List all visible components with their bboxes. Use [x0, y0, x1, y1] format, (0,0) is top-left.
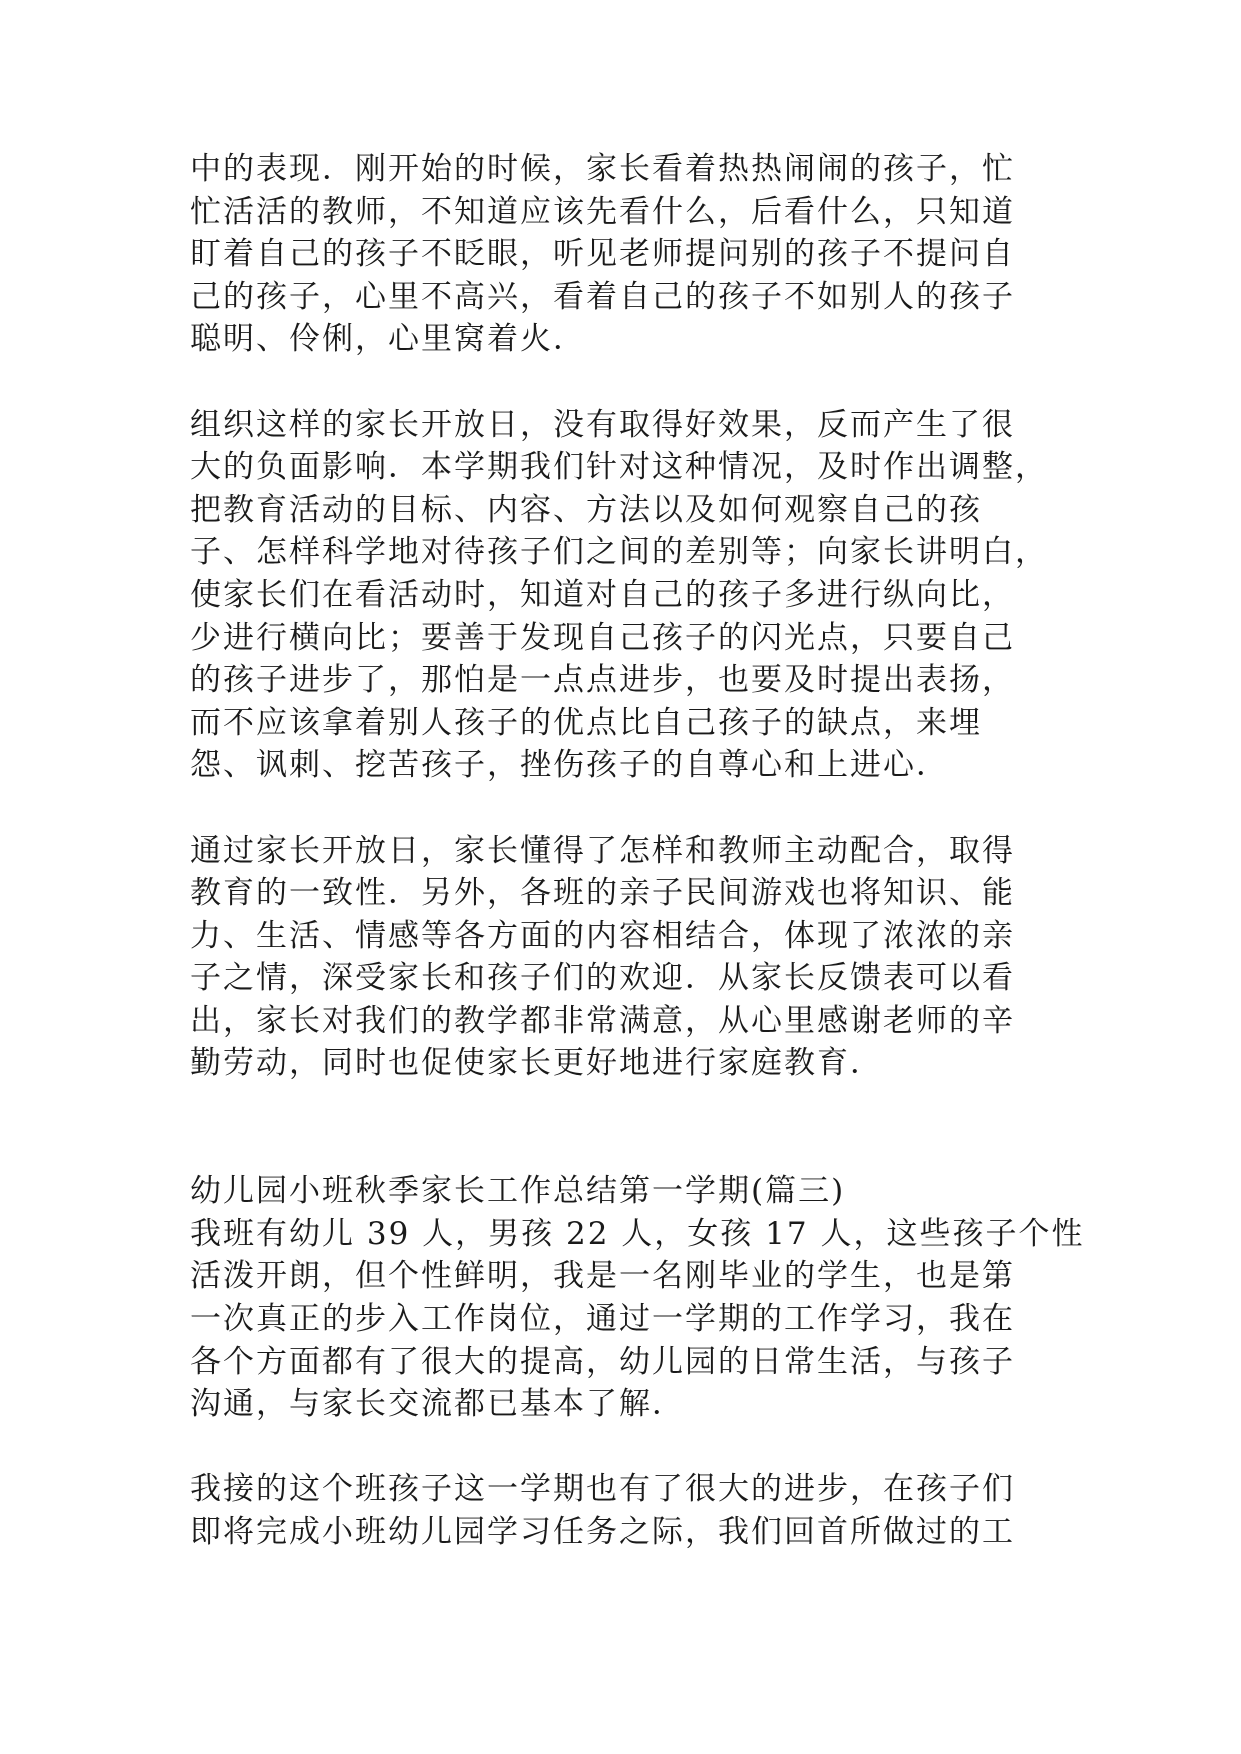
text-line: 我接的这个班孩子这一学期也有了很大的进步，在孩子们 — [190, 1471, 1015, 1508]
text-line: 把教育活动的目标、内容、方法以及如何观察自己的孩 — [190, 491, 982, 528]
text-line: 中的表现．刚开始的时候，家长看着热热闹闹的孩子，忙 — [190, 151, 1015, 187]
text-line: 而不应该拿着别人孩子的优点比自己孩子的缺点，来埋 — [190, 704, 982, 741]
text-line: 子之情，深受家长和孩子们的欢迎．从家长反馈表可以看 — [190, 960, 1015, 997]
text-line: 即将完成小班幼儿园学习任务之际，我们回首所做过的工 — [190, 1514, 1015, 1550]
text-line: 忙活活的教师，不知道应该先看什么，后看什么，只知道 — [190, 193, 1015, 230]
text-line: 大的负面影响．本学期我们针对这种情况，及时作出调整， — [190, 449, 1048, 486]
paragraph-spacer — [190, 787, 1050, 830]
text-line: 聪明、伶俐，心里窝着火． — [190, 321, 586, 358]
text-line: 己的孩子，心里不高兴，看着自己的孩子不如别人的孩子 — [190, 278, 1015, 315]
paragraph-spacer — [190, 1426, 1050, 1469]
paragraph — [190, 1213, 1085, 1426]
text-line: 教育的一致性．另外，各班的亲子民间游戏也将知识、能 — [190, 875, 1015, 912]
text-line: 盯着自己的孩子不眨眼，听见老师提问别的孩子不提问自 — [190, 236, 1015, 273]
text-line: 怨、讽刺、挖苦孩子，挫伤孩子的自尊心和上进心． — [190, 747, 949, 784]
text-line: 少进行横向比；要善于发现自己孩子的闪光点，只要自己 — [190, 619, 1015, 656]
paragraph — [190, 1468, 1050, 1553]
text-line: 活泼开朗，但个性鲜明，我是一名刚毕业的学生，也是第 — [190, 1258, 1015, 1295]
paragraph-spacer — [190, 361, 1050, 404]
text-line: 的孩子进步了，那怕是一点点进步，也要及时提出表扬， — [190, 662, 1015, 699]
paragraph — [190, 148, 1050, 361]
section-title: 幼儿园小班秋季家长工作总结第一学期(篇三) — [190, 1173, 846, 1210]
text-line: 使家长们在看活动时，知道对自己的孩子多进行纵向比， — [190, 576, 1015, 613]
text-line: 子、怎样科学地对待孩子们之间的差别等；向家长讲明白， — [190, 534, 1048, 571]
text-line: 一次真正的步入工作岗位，通过一学期的工作学习，我在 — [190, 1301, 1015, 1338]
text-line: 勤劳动，同时也促使家长更好地进行家庭教育． — [190, 1045, 883, 1082]
text-line: 力、生活、情感等各方面的内容相结合，体现了浓浓的亲 — [190, 917, 1015, 954]
document-body — [190, 148, 1085, 1554]
text-line: 沟通，与家长交流都已基本了解． — [190, 1386, 685, 1423]
paragraph — [190, 404, 1050, 787]
text-line: 各个方面都有了很大的提高，幼儿园的日常生活，与孩子 — [190, 1343, 1015, 1380]
text-line: 通过家长开放日，家长懂得了怎样和教师主动配合，取得 — [190, 832, 1015, 869]
text-line: 出，家长对我们的教学都非常满意，从心里感谢老师的辛 — [190, 1002, 1015, 1039]
text-line: 我班有幼儿 39 人，男孩 22 人，女孩 17 人，这些孩子个性 — [190, 1215, 1085, 1252]
text-line: 组织这样的家长开放日，没有取得好效果，反而产生了很 — [190, 406, 1015, 443]
section-spacer — [190, 1085, 1050, 1170]
paragraph — [190, 830, 1050, 1086]
